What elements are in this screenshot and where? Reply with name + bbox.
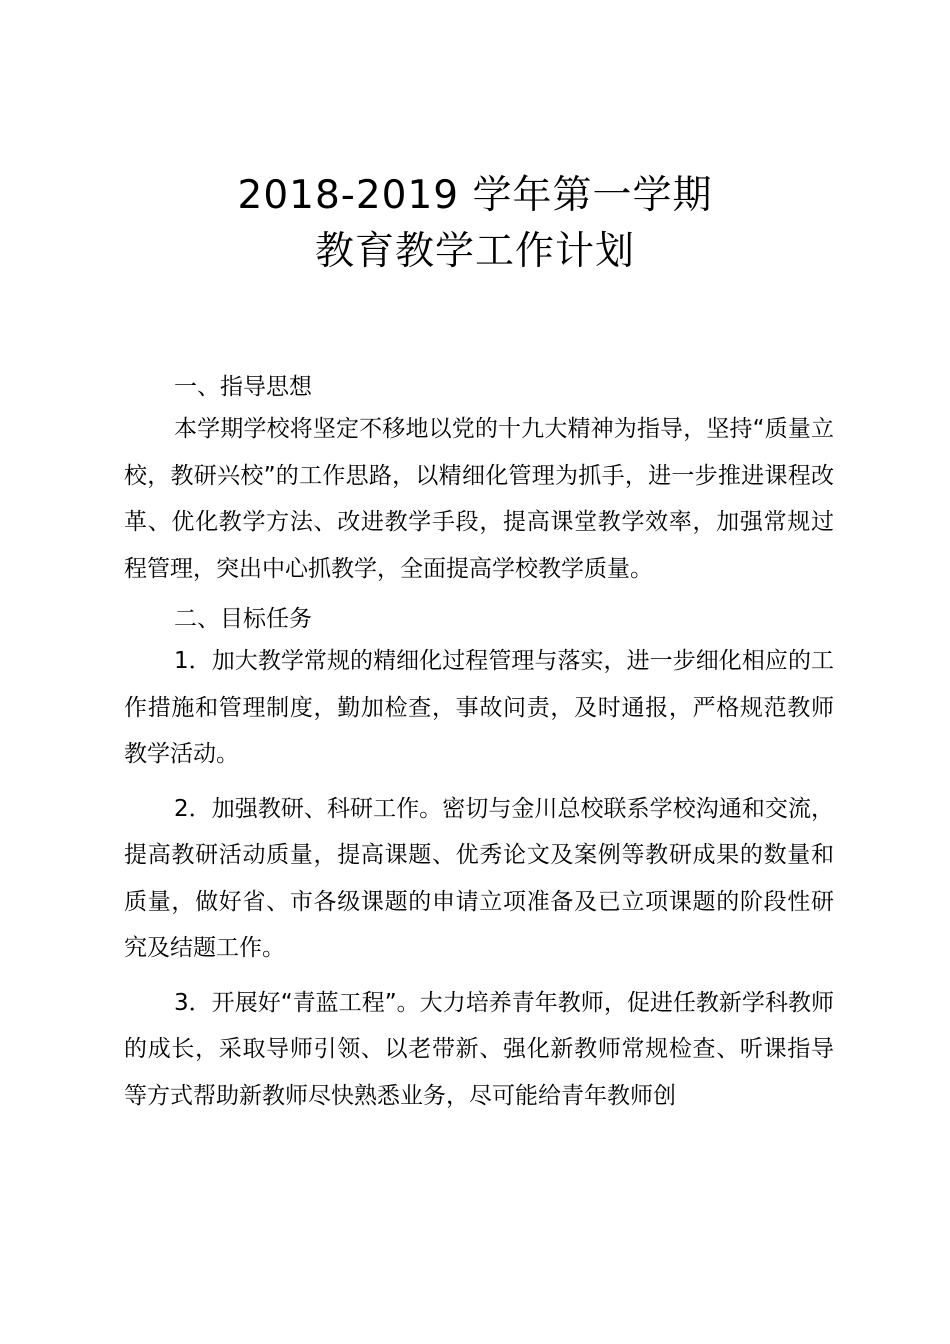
numbered-paragraph [124,980,834,1120]
paragraph-text: 加大教学常规的精细化过程管理与落实，进一步细化相应的工作措施和管理制度，勤加检查，事故问责，及时通报，严格规范教师教学活动。 [124,648,834,767]
document-body [124,368,834,1119]
section-goals-tasks [124,600,834,1119]
paragraph-text: 开展好“青蓝工程”。大力培养青年教师，促进任教新学科教师的成长，采取导师引领、以老带新、强化新教师常规检查、听课指导等方式帮助新教师尽快熟悉业务，尽可能给青年教师创 [124,989,834,1109]
title-line-1: 2018-2019 学年第一学期 [237,173,713,218]
paragraph [124,406,834,592]
section-heading: 二、目标任务 [174,606,312,632]
paragraph-text: 加强教研、科研工作。密切与金川总校联系学校沟通和交流，提高教研活动质量，提高课题、优秀论文及案例等教研成果的数量和质量，做好省、市各级课题的申请立项准备及已立项课题的阶段性研究及结题工作。 [124,795,834,961]
paragraph-number: 1． [174,648,212,674]
paragraph-number: 3． [174,989,212,1016]
numbered-paragraph [124,786,834,972]
numbered-paragraph [124,638,834,778]
paragraph-number: 2． [174,795,212,822]
paragraph-text: 本学期学校将坚定不移地以党的十九大精神为指导，坚持“质量立校，教研兴校”的工作思路，以精细化管理为抓手，进一步推进课程改革、优化教学方法、改进教学手段，提高课堂教学效率，加强常规过程管理，突出中心抓教学，全面提高学校教学质量。 [124,416,834,582]
title-line-2: 教育教学工作计划 [314,229,635,274]
document-title [0,168,950,280]
section-guiding-ideology [124,368,834,592]
section-heading: 一、指导思想 [174,374,312,400]
